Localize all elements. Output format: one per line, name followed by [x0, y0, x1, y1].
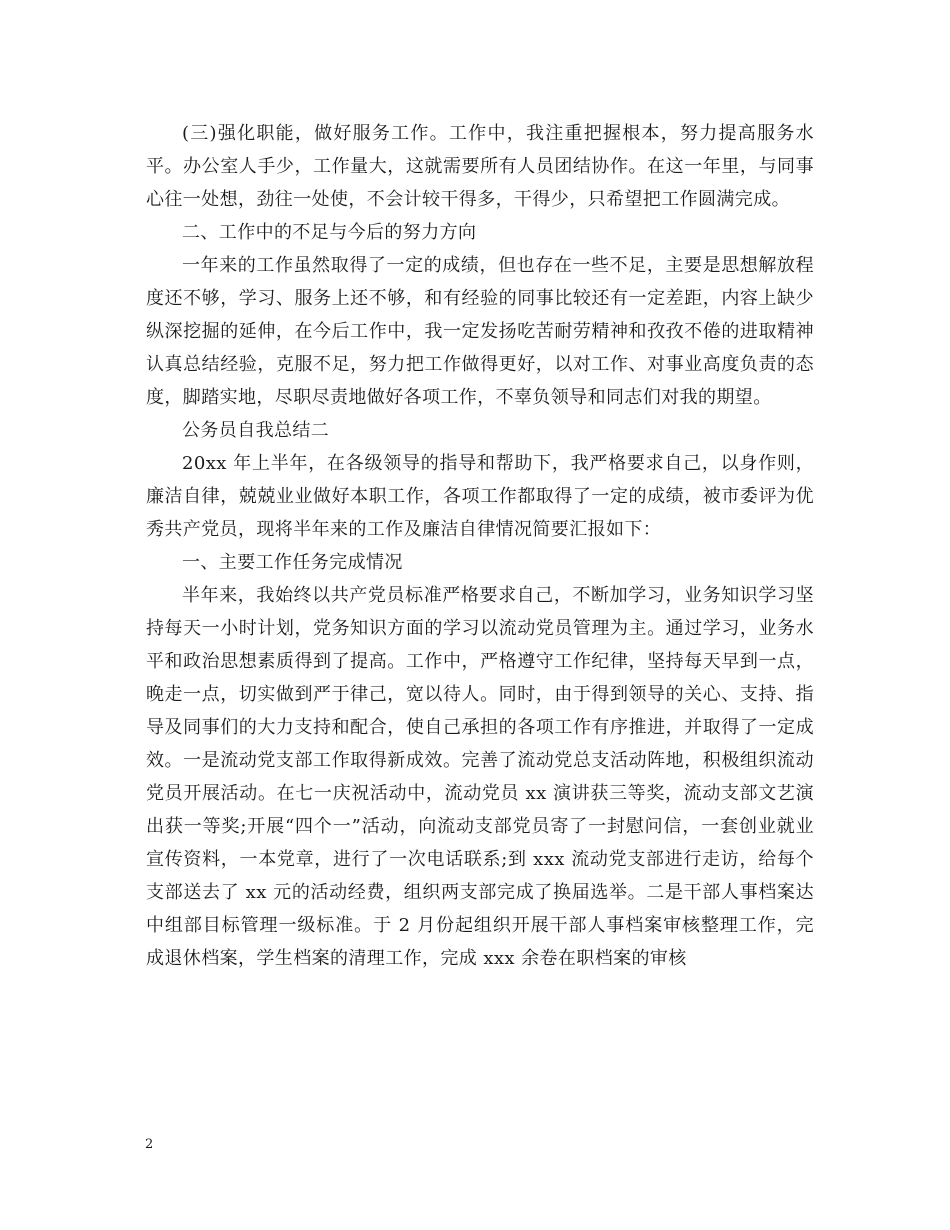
page-number: 2	[145, 1137, 154, 1152]
heading-main-tasks: 一、主要工作任务完成情况	[182, 552, 403, 573]
heading-shortcomings: 二、工作中的不足与今后的努力方向	[182, 222, 477, 243]
paragraph-service-work: (三)强化职能，做好服务工作。工作中，我注重把握根本，努力提高服务水平。办公室人手少，工作量大，这就需要所有人员团结协作。在这一年里，与同事心往一处想，劲往一处使，不会计较干得多，干得少，只希望把工作圆满完成。	[146, 123, 814, 210]
document-body	[146, 117, 814, 975]
heading-summary-two: 公务员自我总结二	[182, 420, 330, 441]
paragraph-intro-half-year: 20xx 年上半年，在各级领导的指导和帮助下，我严格要求自己，以身作则，廉洁自律，兢兢业业做好本职工作，各项工作都取得了一定的成绩，被市委评为优秀共产党员，现将半年来的工作及廉洁自律情况简要汇报如下：	[146, 453, 814, 540]
paragraph-shortcomings: 一年来的工作虽然取得了一定的成绩，但也存在一些不足，主要是思想解放程度还不够，学习、服务上还不够，和有经验的同事比较还有一定差距，内容上缺少纵深挖掘的延伸，在今后工作中，我一定发扬吃苦耐劳精神和孜孜不倦的进取精神认真总结经验，克服不足，努力把工作做得更好，以对工作、对事业高度负责的态度，脚踏实地，尽职尽责地做好各项工作，不辜负领导和同志们对我的期望。	[146, 255, 814, 408]
paragraph-main-tasks: 半年来，我始终以共产党员标准严格要求自己，不断加学习，业务知识学习坚持每天一小时计划，党务知识方面的学习以流动党员管理为主。通过学习，业务水平和政治思想素质得到了提高。工作中，严格遵守工作纪律，坚持每天早到一点，晚走一点，切实做到严于律己，宽以待人。同时，由于得到领导的关心、支持、指导及同事们的大力支持和配合，使自己承担的各项工作有序推进，并取得了一定成效。一是流动党支部工作取得新成效。完善了流动党总支活动阵地，积极组织流动党员开展活动。在七一庆祝活动中，流动党员 xx 演讲获三等奖，流动支部文艺演出获一等奖;开展“四个一”活动，向流动支部党员寄了一封慰问信，一套创业就业宣传资料，一本党章，进行了一次电话联系;到 xxx 流动党支部进行走访，给每个支部送去了 xx 元的活动经费，组织两支部完成了换届选举。二是干部人事档案达中组部目标管理一级标准。于 2 月份起组织开展干部人事档案审核整理工作，完成退休档案，学生档案的清理工作，完成 xxx 余卷在职档案的审核	[146, 585, 814, 969]
